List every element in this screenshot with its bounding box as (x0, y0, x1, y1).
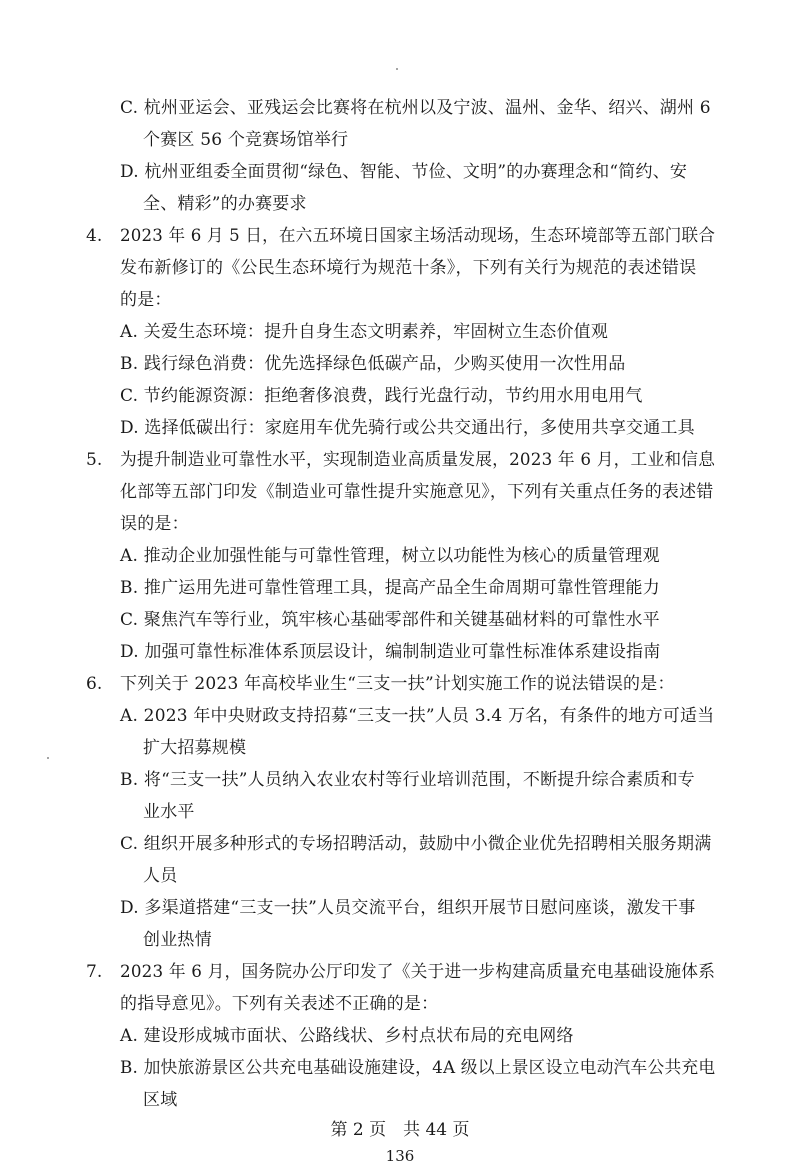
q5-option-d: D. 加强可靠性标准体系顶层设计，编制制造业可靠性标准体系建设指南 (120, 642, 661, 662)
q5-stem-line-3: 误的是： (120, 514, 189, 534)
q6-number: 6. (86, 674, 103, 694)
page-number: 136 (385, 1147, 415, 1165)
q6-option-c-line-1: C. 组织开展多种形式的专场招聘活动，鼓励中小微企业优先招聘相关服务期满 (120, 834, 712, 854)
q6-option-d-line-2: 创业热情 (143, 930, 212, 950)
q4-stem-line-2: 发布新修订的《公民生态环境行为规范十条》，下列有关行为规范的表述错误 (120, 258, 697, 278)
q5-number: 5. (86, 450, 103, 470)
q6-option-a-line-2: 扩大招募规模 (143, 738, 247, 758)
q6-option-b-line-1: B. 将“三支一扶”人员纳入农业农村等行业培训范围，不断提升综合素质和专 (120, 770, 695, 790)
q4-stem-line-1: 2023 年 6 月 5 日，在六五环境日国家主场活动现场，生态环境部等五部门联合 (120, 226, 716, 246)
q5-option-b: B. 推广运用先进可靠性管理工具，提高产品全生命周期可靠性管理能力 (120, 578, 660, 598)
q5-stem-line-1: 为提升制造业可靠性水平，实现制造业高质量发展，2023 年 6 月，工业和信息 (120, 450, 716, 470)
q6-option-c-line-2: 人员 (143, 866, 178, 886)
q4-option-b: B. 践行绿色消费：优先选择绿色低碳产品，少购买使用一次性用品 (120, 354, 626, 374)
scan-speck (396, 68, 398, 70)
page-label: 第 2 页 共 44 页 (330, 1120, 470, 1140)
q4-number: 4. (86, 226, 103, 246)
q4-option-c: C. 节约能源资源：拒绝奢侈浪费，践行光盘行动，节约用水用电用气 (120, 386, 643, 406)
q4-option-d: D. 选择低碳出行：家庭用车优先骑行或公共交通出行，多使用共享交通工具 (120, 418, 695, 438)
q3-option-c-line-1: C. 杭州亚运会、亚残运会比赛将在杭州以及宁波、温州、金华、绍兴、湖州 6 (120, 98, 711, 118)
q3-option-d-line-1: D. 杭州亚组委全面贯彻“绿色、智能、节俭、文明”的办赛理念和“简约、安 (120, 162, 688, 182)
q7-stem-line-2: 的指导意见》。下列有关表述不正确的是： (120, 994, 439, 1014)
q7-number: 7. (86, 962, 103, 982)
q7-option-a: A. 建设形成城市面状、公路线状、乡村点状布局的充电网络 (120, 1026, 574, 1046)
q3-option-d-line-2: 全、精彩”的办赛要求 (143, 194, 307, 214)
q4-stem-line-3: 的是： (120, 290, 172, 310)
q6-option-a-line-1: A. 2023 年中央财政支持招募“三支一扶”人员 3.4 万名，有条件的地方可适当 (120, 706, 715, 726)
q5-stem-line-2: 化部等五部门印发《制造业可靠性提升实施意见》，下列有关重点任务的表述错 (120, 482, 714, 502)
q6-stem: 下列关于 2023 年高校毕业生“三支一扶”计划实施工作的说法错误的是： (120, 674, 675, 694)
q6-option-b-line-2: 业水平 (143, 802, 195, 822)
q5-option-c: C. 聚焦汽车等行业，筑牢核心基础零部件和关键基础材料的可靠性水平 (120, 610, 660, 630)
q3-option-c-line-2: 个赛区 56 个竞赛场馆举行 (143, 130, 349, 150)
q6-option-d-line-1: D. 多渠道搭建“三支一扶”人员交流平台，组织开展节日慰问座谈，激发干事 (120, 898, 696, 918)
q7-option-b-line-2: 区域 (143, 1090, 178, 1110)
q5-option-a: A. 推动企业加强性能与可靠性管理，树立以功能性为核心的质量管理观 (120, 546, 660, 566)
scan-speck (47, 757, 49, 759)
q7-option-b-line-1: B. 加快旅游景区公共充电基础设施建设，4A 级以上景区设立电动汽车公共充电 (120, 1058, 716, 1078)
q7-stem-line-1: 2023 年 6 月，国务院办公厅印发了《关于进一步构建高质量充电基础设施体系 (120, 962, 716, 982)
q4-option-a: A. 关爱生态环境：提升自身生态文明素养，牢固树立生态价值观 (120, 322, 609, 342)
